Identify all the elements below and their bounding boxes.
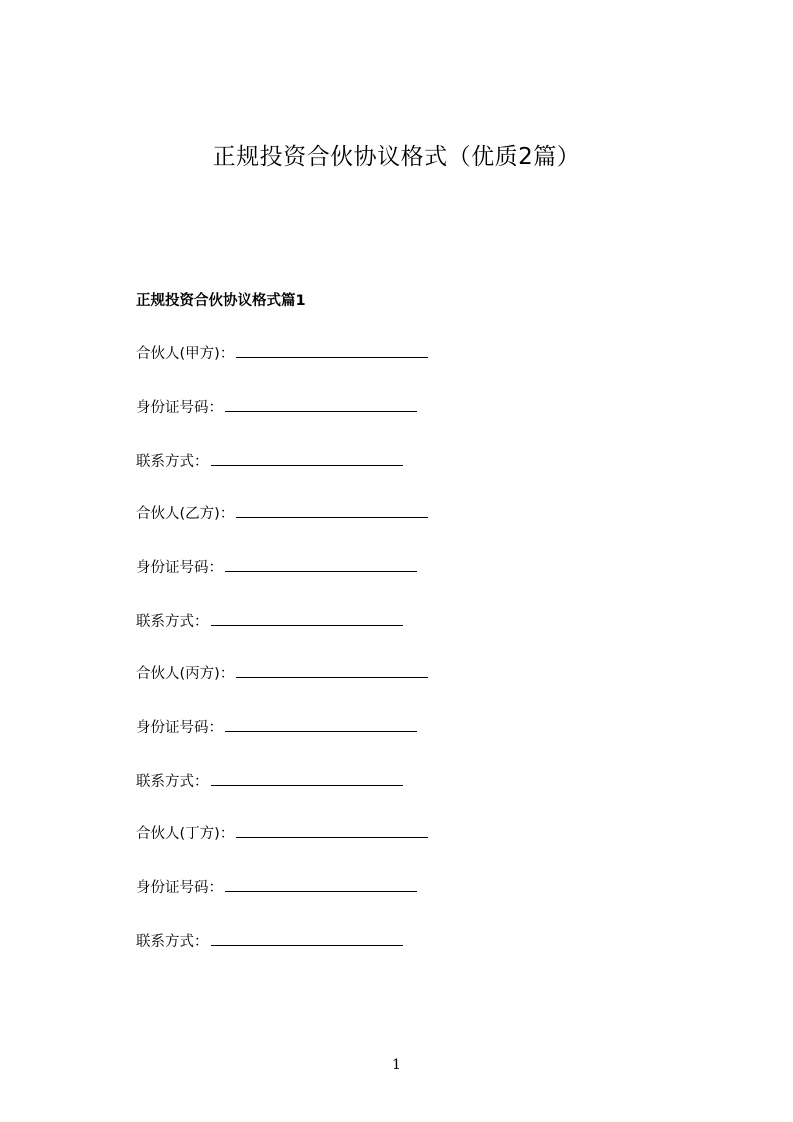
- field-id-number-b: [136, 557, 417, 579]
- field-partner-c: [136, 663, 428, 685]
- blank-line: [225, 397, 417, 412]
- field-id-number-a: [136, 397, 417, 419]
- blank-line: [225, 877, 417, 892]
- field-id-number-c: [136, 717, 417, 739]
- blank-line: [236, 823, 428, 838]
- field-label: 身份证号码：: [136, 720, 223, 736]
- field-label: 联系方式：: [136, 614, 209, 630]
- blank-line: [211, 771, 403, 786]
- field-label: 合伙人(丁方)：: [136, 826, 235, 842]
- blank-line: [225, 717, 417, 732]
- field-label: 合伙人(乙方)：: [136, 506, 235, 522]
- section-heading: 正规投资合伙协议格式篇1: [136, 293, 306, 309]
- field-contact-b: [136, 611, 403, 633]
- field-id-number-d: [136, 877, 417, 899]
- field-contact-d: [136, 931, 403, 953]
- field-label: 身份证号码：: [136, 560, 223, 576]
- field-label: 联系方式：: [136, 454, 209, 470]
- page-number: 1: [392, 1057, 401, 1073]
- blank-line: [236, 343, 428, 358]
- blank-line: [211, 931, 403, 946]
- field-label: 联系方式：: [136, 934, 209, 950]
- blank-line: [236, 503, 428, 518]
- field-label: 合伙人(甲方)：: [136, 346, 235, 362]
- field-contact-c: [136, 771, 403, 793]
- field-partner-d: [136, 823, 428, 845]
- field-label: 合伙人(丙方)：: [136, 666, 235, 682]
- field-partner-a: [136, 343, 428, 365]
- field-label: 联系方式：: [136, 774, 209, 790]
- blank-line: [211, 451, 403, 466]
- document-title: 正规投资合伙协议格式（优质2篇）: [212, 144, 581, 170]
- field-label: 身份证号码：: [136, 880, 223, 896]
- blank-line: [225, 557, 417, 572]
- field-label: 身份证号码：: [136, 400, 223, 416]
- blank-line: [236, 663, 428, 678]
- blank-line: [211, 611, 403, 626]
- field-contact-a: [136, 451, 403, 473]
- field-partner-b: [136, 503, 428, 525]
